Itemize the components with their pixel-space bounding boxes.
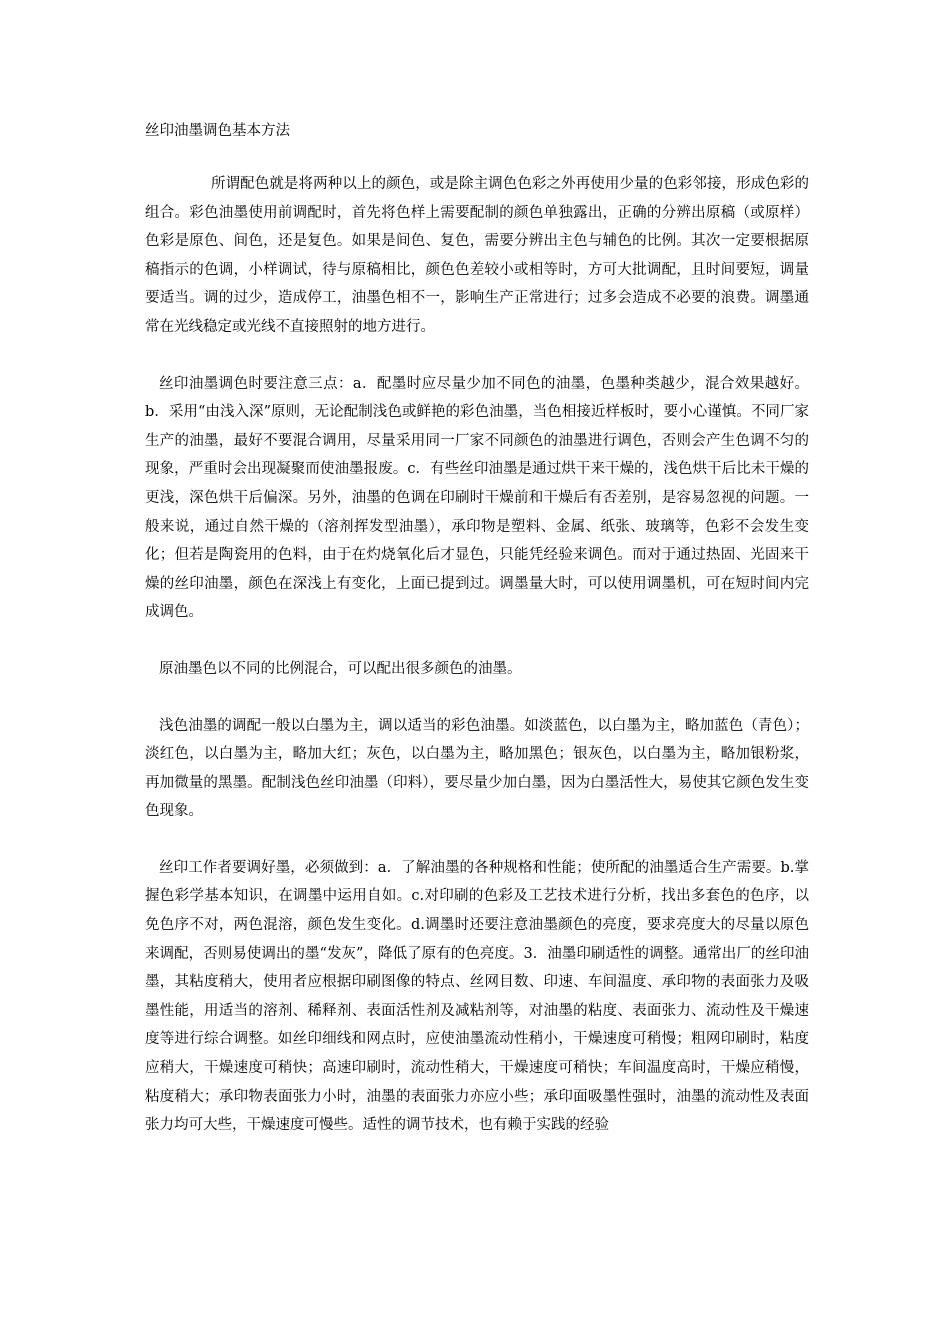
paragraph-primary-mixing: 原油墨色以不同的比例混合，可以配出很多颜色的油墨。: [159, 660, 522, 677]
paragraph-requirements: 丝印工作者要调好墨，必须做到：a．了解油墨的各种规格和性能；使所配的油墨适合生产需要。b.掌握色彩学基本知识，在调墨中运用自如。c.对印刷的色彩及工艺技术进行分析，找出多套色的色序，以免色序不对，两色混溶，颜色发生变化。d.调墨时还要注意油墨颜色的亮度，要求亮度大的尽量以原色来调配，否则易使调出的墨“发灰”，降低了原有的色亮度。3．油墨印刷适性的调整。通常出厂的丝印油墨，其粘度稍大，使用者应根据印刷图像的特点、丝网目数、印速、车间温度、承印物的表面张力及吸墨性能，用适当的溶剂、稀释剂、表面活性剂及减粘剂等，对油墨的粘度、表面张力、流动性及干燥速度等进行综合调整。如丝印细线和网点时，应使油墨流动性稍小，干燥速度可稍慢；粗网印刷时，粘度应稍大，干燥速度可稍快；高速印刷时，流动性稍大，干燥速度可稍快；车间温度高时，干燥应稍慢，粘度稍大；承印物表面张力小时，油墨的表面张力亦应小些；承印面吸墨性强时，油墨的流动性及表面张力均可大些，干燥速度可慢些。适性的调节技术，也有赖于实践的经验: [145, 859, 809, 1134]
document-body: [145, 117, 809, 1168]
paragraph-three-points: 丝印油墨调色时要注意三点：a．配墨时应尽量少加不同色的油墨，色墨种类越少，混合效果越好。b．采用“由浅入深”原则，无论配制浅色或鲜艳的彩色油墨，当色相接近样板时，要小心谨慎。不同厂家生产的油墨，最好不要混合调用，尽量采用同一厂家不同颜色的油墨进行调色，否则会产生色调不匀的现象，严重时会出现凝聚而使油墨报废。c．有些丝印油墨是通过烘干来干燥的，浅色烘干后比未干燥的更浅，深色烘干后偏深。另外，油墨的色调在印刷时干燥前和干燥后有否差别，是容易忽视的问题。一般来说，通过自然干燥的（溶剂挥发型油墨），承印物是塑料、金属、纸张、玻璃等，色彩不会发生变化；但若是陶瓷用的色料，由于在灼烧氧化后才显色，只能凭经验来调色。而对于通过热固、光固来干燥的丝印油墨，颜色在深浅上有变化，上面已提到过。调墨量大时，可以使用调墨机，可在短时间内完成调色。: [145, 375, 809, 621]
paragraph-color-mixing-intro: 所谓配色就是将两种以上的颜色，或是除主调色色彩之外再使用少量的色彩邻接，形成色彩的组合。彩色油墨使用前调配时，首先将色样上需要配制的颜色单独露出，正确的分辨出原稿（或原样）色彩是原色、间色，还是复色。如果是间色、复色，需要分辨出主色与辅色的比例。其次一定要根据原稿指示的色调，小样调试，待与原稿相比，颜色色差较小或相等时，方可大批调配，且时间要短，调量要适当。调的过少，造成停工，油墨色相不一，影响生产正常进行；过多会造成不必要的浪费。调墨通常在光线稳定或光线不直接照射的地方进行。: [145, 176, 809, 335]
paragraph-light-colors: 浅色油墨的调配一般以白墨为主，调以适当的彩色油墨。如淡蓝色，以白墨为主，略加蓝色（青色）；淡红色，以白墨为主，略加大红；灰色，以白墨为主，略加黑色；银灰色，以白墨为主，略加银粉浆，再加微量的黑墨。配制浅色丝印油墨（印料），要尽量少加白墨，因为白墨活性大，易使其它颜色发生变色现象。: [145, 717, 809, 820]
document-title: 丝印油墨调色基本方法: [145, 123, 290, 139]
